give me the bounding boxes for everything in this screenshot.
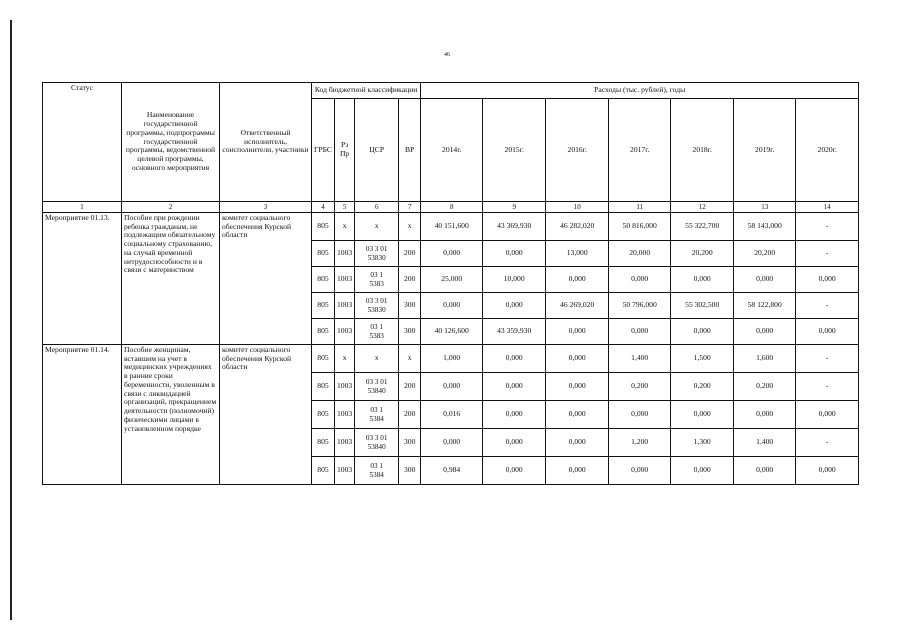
expense-value: 1,000 [421, 345, 483, 373]
csr-code-part: 53840 [367, 442, 386, 451]
expense-value: 0,000 [483, 241, 546, 267]
csr-cell [355, 319, 399, 345]
csr-code-part: 03 1 [370, 462, 383, 471]
expense-value: 50 796,000 [609, 293, 671, 319]
expense-value: 0,000 [483, 429, 546, 457]
expense-value: 40 126,600 [421, 319, 483, 345]
table-body [43, 213, 859, 485]
csr-code-part: 03 3 01 [365, 245, 388, 254]
column-number-row [43, 202, 859, 213]
csr-code-part: 5384 [369, 470, 384, 479]
grbs-cell: 805 [312, 401, 335, 429]
expense-value: 0,200 [671, 373, 734, 401]
expense-value: 0,000 [609, 401, 671, 429]
expense-value: 58 122,800 [734, 293, 796, 319]
scan-left-edge-line [10, 20, 12, 620]
expense-value: 1,500 [671, 345, 734, 373]
expense-value: 46 282,020 [546, 213, 609, 241]
vr-cell: х [399, 213, 421, 241]
expense-value: 0,000 [483, 373, 546, 401]
column-number: 2 [122, 202, 220, 213]
vr-cell: 300 [399, 319, 421, 345]
page-number: 46 [444, 52, 450, 58]
measure-name: Пособие при рождении ребенка гражданам, не подлежащим обязательному социальному страхованию, на случай временной нетрудоспособности и в связи с материнством [122, 213, 220, 345]
column-number: 9 [483, 202, 546, 213]
csr-code-part: 03 1 [370, 406, 383, 415]
csr-cell [355, 267, 399, 293]
csr-code-part: х [374, 354, 379, 363]
table-row [43, 345, 859, 373]
expense-value: - [796, 345, 859, 373]
expense-value: 0,000 [609, 267, 671, 293]
rzpr-cell: 1003 [335, 241, 355, 267]
expense-value: 43 359,930 [483, 319, 546, 345]
grbs-cell: 805 [312, 213, 335, 241]
header-expenses: Расходы (тыс. рублей), годы [421, 83, 859, 99]
column-number: 10 [546, 202, 609, 213]
rzpr-cell: 1003 [335, 293, 355, 319]
vr-cell: 300 [399, 457, 421, 485]
header-rzpr: Рз Пр [335, 99, 355, 202]
vr-cell: 200 [399, 373, 421, 401]
rzpr-cell: х [335, 345, 355, 373]
csr-cell [355, 457, 399, 485]
column-number: 6 [355, 202, 399, 213]
header-vr: ВР [399, 99, 421, 202]
expense-value: 0,000 [483, 457, 546, 485]
grbs-cell: 805 [312, 241, 335, 267]
vr-cell: 300 [399, 429, 421, 457]
expense-value: 0,000 [421, 241, 483, 267]
expense-value: 0,984 [421, 457, 483, 485]
header-year: 2015г. [483, 99, 546, 202]
expense-value: - [796, 213, 859, 241]
expense-value: 58 143,000 [734, 213, 796, 241]
expense-value: 0,000 [796, 267, 859, 293]
column-number: 12 [671, 202, 734, 213]
measure-executor: комитет социального обеспечения Курской области [220, 345, 312, 485]
expense-value: 40 151,600 [421, 213, 483, 241]
grbs-cell: 805 [312, 345, 335, 373]
csr-cell [355, 293, 399, 319]
column-number: 3 [220, 202, 312, 213]
csr-code-part: 53830 [367, 253, 386, 262]
expense-value: 13,000 [546, 241, 609, 267]
rzpr-cell: 1003 [335, 429, 355, 457]
csr-cell [355, 241, 399, 267]
grbs-cell: 805 [312, 319, 335, 345]
vr-cell: х [399, 345, 421, 373]
expense-value: 0,200 [734, 373, 796, 401]
rzpr-cell: 1003 [335, 373, 355, 401]
expense-value: 55 322,700 [671, 213, 734, 241]
budget-table [42, 82, 859, 485]
csr-code-part: 5383 [369, 279, 384, 288]
expense-value: 0,000 [734, 401, 796, 429]
rzpr-cell: 1003 [335, 267, 355, 293]
expense-value: 0,000 [734, 267, 796, 293]
expense-value: 10,000 [483, 267, 546, 293]
header-year: 2018г. [671, 99, 734, 202]
expense-value: 0,000 [734, 457, 796, 485]
expense-value: 20,200 [671, 241, 734, 267]
expense-value: 25,000 [421, 267, 483, 293]
column-number: 1 [43, 202, 122, 213]
expense-value: 0,000 [546, 345, 609, 373]
header-year: 2016г. [546, 99, 609, 202]
column-number: 5 [335, 202, 355, 213]
column-number: 7 [399, 202, 421, 213]
measure-status: Мероприятие 01.13. [43, 213, 122, 345]
expense-value: 0,000 [796, 319, 859, 345]
expense-value: 1,300 [671, 429, 734, 457]
expense-value: 1,200 [609, 429, 671, 457]
expense-value: 1,600 [734, 345, 796, 373]
expense-value: 0,000 [671, 319, 734, 345]
expense-value: 20,200 [734, 241, 796, 267]
expense-value: 0,000 [546, 319, 609, 345]
grbs-cell: 805 [312, 267, 335, 293]
grbs-cell: 805 [312, 429, 335, 457]
column-number: 4 [312, 202, 335, 213]
vr-cell: 200 [399, 401, 421, 429]
rzpr-cell: х [335, 213, 355, 241]
header-year: 2019г. [734, 99, 796, 202]
vr-cell: 200 [399, 241, 421, 267]
expense-value: 0,200 [609, 373, 671, 401]
expense-value: 0,000 [734, 319, 796, 345]
header-status: Статус [43, 83, 122, 202]
rzpr-cell: 1003 [335, 401, 355, 429]
expense-value: - [796, 241, 859, 267]
vr-cell: 300 [399, 293, 421, 319]
expense-value: 0,000 [546, 267, 609, 293]
column-number: 13 [734, 202, 796, 213]
expense-value: 0,000 [546, 373, 609, 401]
header-year: 2017г. [609, 99, 671, 202]
expense-value: 0,000 [671, 457, 734, 485]
expense-value: 0,000 [483, 293, 546, 319]
expense-value: 0,000 [609, 319, 671, 345]
expense-value: 43 369,930 [483, 213, 546, 241]
rzpr-cell: 1003 [335, 319, 355, 345]
csr-code-part: 03 1 [370, 323, 383, 332]
expense-value: 0,000 [421, 373, 483, 401]
grbs-cell: 805 [312, 373, 335, 401]
vr-cell: 200 [399, 267, 421, 293]
csr-code-part: 03 3 01 [365, 434, 388, 443]
header-year: 2014г. [421, 99, 483, 202]
column-number: 14 [796, 202, 859, 213]
expense-value: - [796, 293, 859, 319]
csr-cell [355, 401, 399, 429]
header-grbs: ГРБС [312, 99, 335, 202]
measure-status: Мероприятие 01.14. [43, 345, 122, 485]
expense-value: 46 269,020 [546, 293, 609, 319]
header-executor: Ответственный исполнитель, соисполнители, участники [220, 83, 312, 202]
expense-value: 0,000 [796, 457, 859, 485]
header-year: 2020г. [796, 99, 859, 202]
header-budget-code: Код бюджетной классификации [312, 83, 421, 99]
csr-cell [355, 345, 399, 373]
csr-code-part: 53840 [367, 386, 386, 395]
expense-value: 0,000 [546, 457, 609, 485]
csr-code-part: 03 3 01 [365, 297, 388, 306]
csr-code-part: 03 3 01 [365, 378, 388, 387]
expense-value: - [796, 373, 859, 401]
csr-cell [355, 373, 399, 401]
csr-code-part: 5383 [369, 331, 384, 340]
expense-value: 20,000 [609, 241, 671, 267]
column-number: 8 [421, 202, 483, 213]
column-number: 11 [609, 202, 671, 213]
expense-value: 55 302,500 [671, 293, 734, 319]
csr-code-part: 53830 [367, 305, 386, 314]
expense-value: 0,000 [483, 345, 546, 373]
measure-name: Пособие женщинам, вставшим на учет в медицинских учреждениях в ранние сроки беременности, уволенным в связи с ликвидацией организаций, прекращением деятельности (полномочий) физическими лицами в установленном порядке [122, 345, 220, 485]
header-program-name: Наименование государственной программы, подпрограммы государственной программы, ведомственной целевой программы, основного мероприятия [122, 83, 220, 202]
expense-value: 0,000 [546, 429, 609, 457]
expense-value: 1,400 [734, 429, 796, 457]
csr-code-part: 03 1 [370, 271, 383, 280]
grbs-cell: 805 [312, 293, 335, 319]
expense-value: 50 816,000 [609, 213, 671, 241]
expense-value: 0,016 [421, 401, 483, 429]
csr-code-part: х [374, 222, 379, 231]
csr-code-part: 5384 [369, 414, 384, 423]
rzpr-cell: 1003 [335, 457, 355, 485]
csr-cell [355, 429, 399, 457]
expense-value: 0,000 [546, 401, 609, 429]
expense-value: 0,000 [421, 429, 483, 457]
measure-executor: комитет социального обеспечения Курской области [220, 213, 312, 345]
csr-cell [355, 213, 399, 241]
expense-value: 1,400 [609, 345, 671, 373]
header-csr: ЦСР [355, 99, 399, 202]
expense-value: - [796, 429, 859, 457]
expense-value: 0,000 [671, 267, 734, 293]
expense-value: 0,000 [421, 293, 483, 319]
expense-value: 0,000 [671, 401, 734, 429]
expense-value: 0,000 [796, 401, 859, 429]
expense-value: 0,000 [609, 457, 671, 485]
table-row [43, 213, 859, 241]
expense-value: 0,000 [483, 401, 546, 429]
grbs-cell: 805 [312, 457, 335, 485]
